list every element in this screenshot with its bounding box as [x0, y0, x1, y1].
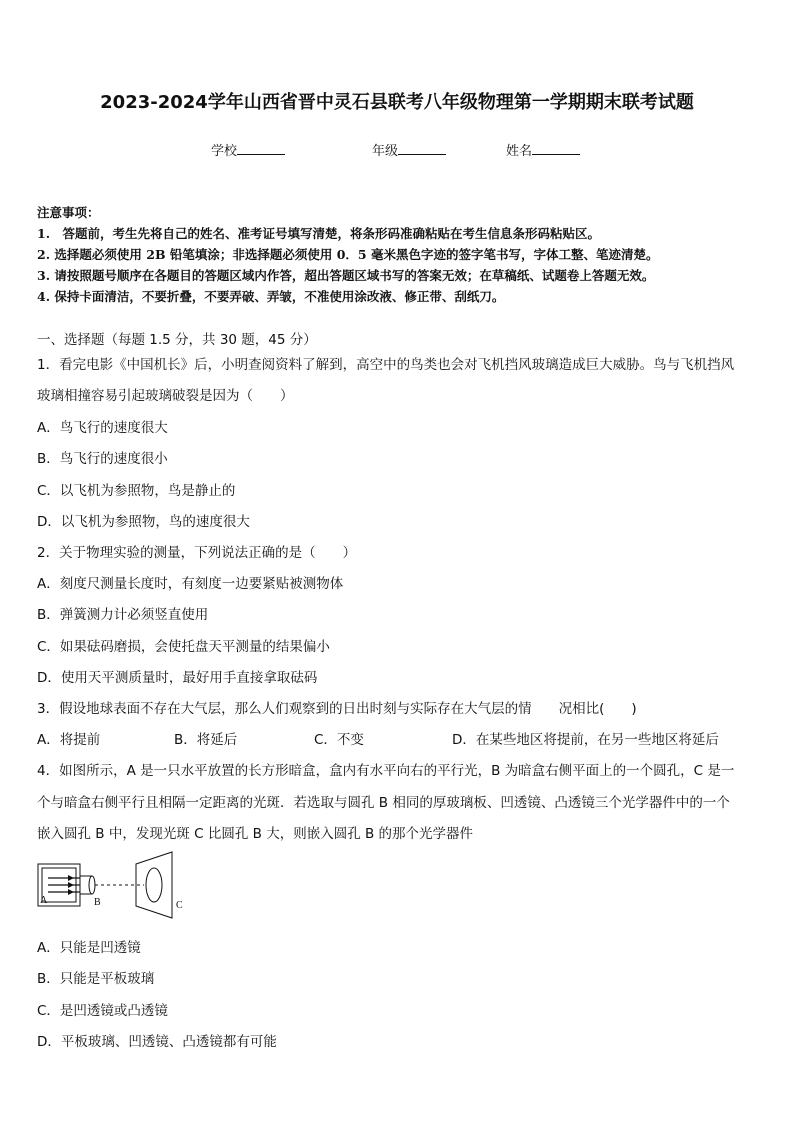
q2-option-a: A．刻度尺测量长度时，有刻度一边要紧贴被测物体 — [37, 576, 344, 592]
q4-figure — [36, 850, 196, 920]
grade-blank — [398, 142, 446, 155]
label-b: B — [94, 897, 101, 908]
note-item: 2. 选择题必须使用 2B 铅笔填涂；非选择题必须使用 0．5 毫米黑色字迹的签字笔书写，字体工整、笔迹清楚。 — [37, 247, 659, 262]
q3-option-c: C．不变 — [314, 732, 364, 748]
notes-heading: 注意事项： — [37, 205, 100, 220]
q2-option-d: D．使用天平测质量时，最好用手直接拿取砝码 — [37, 670, 318, 686]
q3-stem: 3．假设地球表面不存在大气层，那么人们观察到的日出时刻与实际存在大气层的情 况相比( ) — [37, 701, 637, 717]
school-blank — [237, 142, 285, 155]
grade-label: 年级 — [372, 144, 399, 159]
label-c: C — [176, 900, 183, 911]
q3-option-b: B．将延后 — [174, 732, 238, 748]
label-a: A — [40, 895, 48, 906]
q1-option-d: D．以飞机为参照物，鸟的速度很大 — [37, 514, 250, 530]
note-item: 1. 答题前，考生先将自己的姓名、准考证号填写清楚，将条形码准确粘贴在考生信息条形码粘贴区。 — [37, 226, 601, 241]
hole-b-rim — [89, 876, 95, 894]
q3-option-a: A．将提前 — [37, 732, 101, 748]
arrow-head — [68, 882, 74, 888]
name-field — [506, 140, 580, 159]
q4-stem: 4．如图所示，A 是一只水平放置的长方形暗盒，盒内有水平向右的平行光，B 为暗盒右侧平面上的一个圆孔，C 是一 — [37, 763, 735, 779]
note-item: 3. 请按照题号顺序在各题目的答题区域内作答，超出答题区域书写的答案无效；在草稿纸、试题卷上答题无效。 — [37, 268, 655, 283]
q4-option-b: B．只能是平板玻璃 — [37, 971, 155, 987]
q2-option-c: C．如果砝码磨损，会使托盘天平测量的结果偏小 — [37, 639, 330, 655]
q4-stem-cont: 嵌入圆孔 B 中，发现光斑 C 比圆孔 B 大，则嵌入圆孔 B 的那个光学器件 — [37, 826, 474, 842]
school-field — [211, 140, 285, 159]
q4-option-c: C．是凹透镜或凸透镜 — [37, 1003, 168, 1019]
q1-option-b: B．鸟飞行的速度很小 — [37, 451, 168, 467]
q1-stem: 1．看完电影《中国机长》后，小明查阅资料了解到，高空中的鸟类也会对飞机挡风玻璃造成巨大威胁。鸟与飞机挡风 — [37, 357, 735, 373]
q1-option-c: C．以飞机为参照物，鸟是静止的 — [37, 483, 236, 499]
q4-stem-cont: 个与暗盒右侧平行且相隔一定距离的光斑．若选取与圆孔 B 相同的厚玻璃板、凹透镜、凸透镜三个光学器件中的一个 — [37, 795, 730, 811]
q2-option-b: B．弹簧测力计必须竖直使用 — [37, 607, 209, 623]
section-heading: 一、选择题（每题 1.5 分，共 30 题，45 分） — [37, 332, 317, 348]
q2-stem: 2．关于物理实验的测量，下列说法正确的是（ ） — [37, 545, 357, 561]
name-label: 姓名 — [506, 144, 533, 159]
q4-option-a: A．只能是凹透镜 — [37, 940, 141, 956]
arrow-head — [68, 889, 74, 895]
screen-c — [136, 852, 172, 918]
q4-option-d: D．平板玻璃、凹透镜、凸透镜都有可能 — [37, 1034, 277, 1050]
q1-stem-cont: 玻璃相撞容易引起玻璃破裂是因为（ ） — [37, 388, 294, 404]
light-spot-c — [146, 868, 162, 902]
school-label: 学校 — [211, 144, 238, 159]
note-item: 4. 保持卡面清洁，不要折叠，不要弄破、弄皱，不准使用涂改液、修正带、刮纸刀。 — [37, 289, 505, 304]
grade-field — [372, 140, 446, 159]
page-title: 2023-2024学年山西省晋中灵石县联考八年级物理第一学期期末联考试题 — [100, 92, 694, 113]
name-blank — [532, 142, 580, 155]
arrow-head — [68, 875, 74, 881]
q1-option-a: A．鸟飞行的速度很大 — [37, 420, 168, 436]
q3-option-d: D．在某些地区将提前，在另一些地区将延后 — [452, 732, 719, 748]
